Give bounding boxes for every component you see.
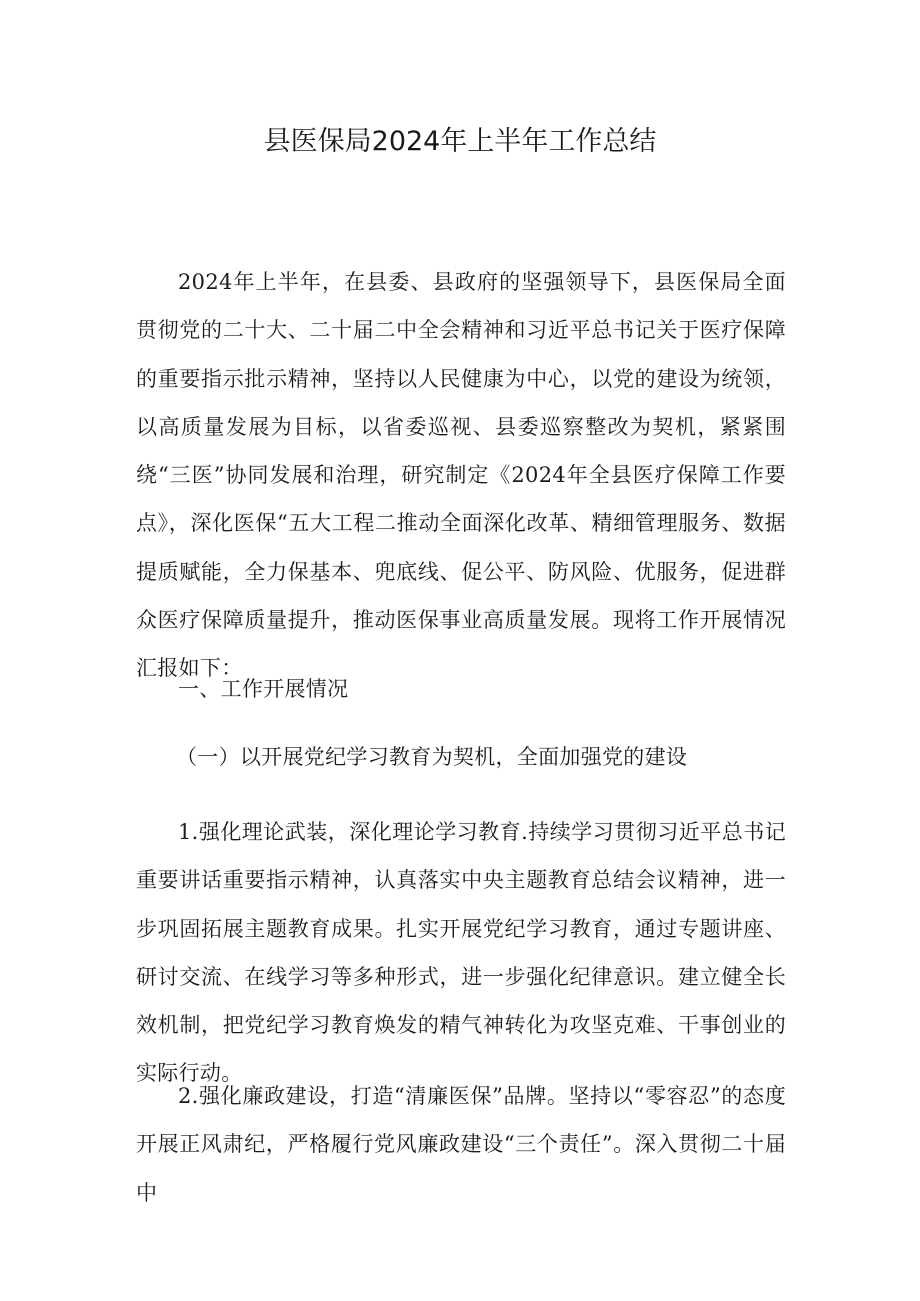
item-paragraph-1: 1.强化理论武装，深化理论学习教育.持续学习贯彻习近平总书记重要讲话重要指示精神，认真落实中央主题教育总结会议精神，进一步巩固拓展主题教育成果。扎实开展党纪学习教育，通过专题讲座、研讨交流、在线学习等多种形式，进一步强化纪律意识。建立健全长效机制，把党纪学习教育焕发的精气神转化为攻坚克难、干事创业的实际行动。 bbox=[136, 820, 786, 1086]
intro-paragraph: 2024年上半年，在县委、县政府的坚强领导下，县医保局全面贯彻党的二十大、二十届二中全会精神和习近平总书记关于医疗保障的重要指示批示精神，坚持以人民健康为中心，以党的建设为统领，以高质量发展为目标，以省委巡视、县委巡察整改为契机，紧紧围绕“三医”协同发展和治理，研究制定《2024年全县医疗保障工作要点》，深化医保“五大工程二推动全面深化改革、精细管理服务、数据提质赋能，全力保基本、兜底线、促公平、防风险、优服务，促进群众医疗保障质量提升，推动医保事业高质量发展。现将工作开展情况汇报如下： bbox=[136, 270, 786, 681]
section-heading: 一、工作开展情况 bbox=[178, 677, 349, 701]
document-title: 县医保局2024年上半年工作总结 bbox=[263, 126, 657, 157]
item-paragraph-2: 2.强化廉政建设，打造“清廉医保”品牌。坚持以“零容忍”的态度开展正风肃纪，严格履行党风廉政建设“三个责任”。深入贯彻二十届中 bbox=[136, 1084, 786, 1205]
subsection-heading: （一）以开展党纪学习教育为契机，全面加强党的建设 bbox=[176, 745, 688, 769]
